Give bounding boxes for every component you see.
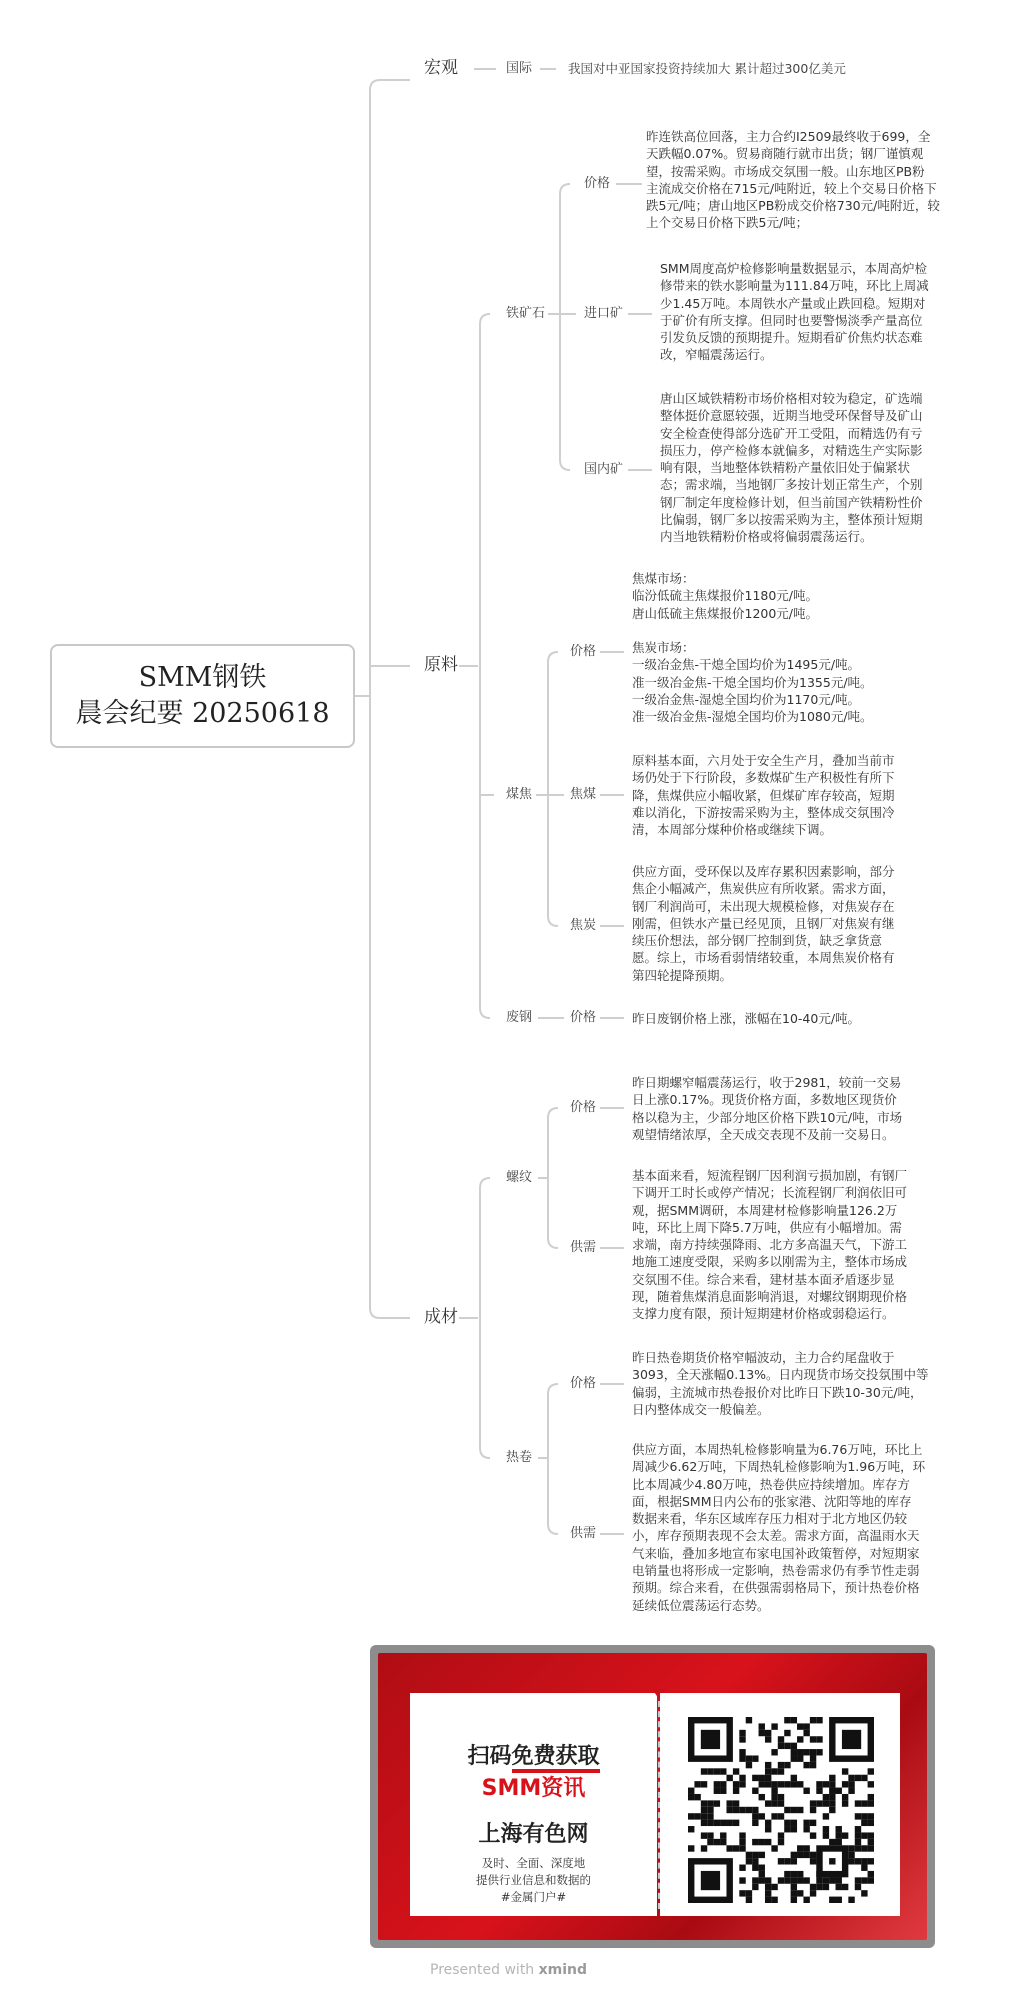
topic-iron-ore[interactable]: 铁矿石 bbox=[506, 306, 546, 321]
promo-description: 及时、全面、深度地 提供行业信息和数据的 #金属门户# bbox=[476, 1856, 591, 1904]
promo-scan-prefix: 扫码 bbox=[467, 1744, 512, 1769]
topic-rebar-price[interactable]: 价格 bbox=[570, 1100, 597, 1115]
root-title-line2: 晨会纪要 20250618 bbox=[75, 698, 330, 729]
root-topic[interactable] bbox=[50, 644, 355, 748]
topic-macro[interactable]: 宏观 bbox=[424, 58, 458, 78]
root-title-line1: SMM钢铁 bbox=[138, 662, 267, 693]
hrc-price-text: 昨日热卷期货价格窄幅波动，主力合约尾盘收于 3093，全天涨幅0.13%。日内现货市场交投氛围中等 偏弱，主流城市热卷报价对比昨日下跌10-30元/吨， 日内整体成交一般偏差。 bbox=[632, 1350, 929, 1417]
topic-hrc-price[interactable]: 价格 bbox=[570, 1376, 597, 1391]
xmind-logo: xmind bbox=[538, 1962, 588, 1978]
promo-qr-card bbox=[660, 1693, 900, 1916]
topic-coke[interactable]: 焦炭 bbox=[570, 918, 597, 933]
topic-imported-ore[interactable]: 进口矿 bbox=[584, 306, 624, 321]
topic-coal-coke[interactable]: 煤焦 bbox=[506, 787, 533, 802]
promo-banner[interactable] bbox=[370, 1645, 935, 1948]
hrc-supply-demand-text: 供应方面，本周热轧检修影响量为6.76万吨，环比上 周减少6.62万吨，下周热轧检修影响为1.96万吨，环 比本周减少4.80万吨，热卷供应持续增加。库存方 面，根据SMM日内公布的张家港、沈阳等地的库存 数据来看，华东区域库存压力相对于北方地区仍较 小，库存预期表现不会太差。需求方面，高温雨水天 气来临，叠加多地宣布家电国补政策暂停，对短期家 电销量也将形成一定影响，热卷需求仍有季节性走弱 预期。综合来看，在供强需弱格局下，预计热卷价格 延续低位震荡运行态势。 bbox=[632, 1442, 926, 1613]
topic-scrap[interactable]: 废钢 bbox=[506, 1010, 533, 1025]
topic-domestic-ore[interactable]: 国内矿 bbox=[584, 462, 624, 477]
promo-text-card bbox=[410, 1693, 657, 1916]
coal-coke-price-text: 焦煤市场： 临汾低硫主焦煤报价1180元/吨。 唐山低硫主焦煤报价1200元/吨。 焦炭市场： 一级冶金焦-干熄全国均价为1495元/吨。 准一级冶金焦-干熄全国均价为1355元/吨。 一级冶金焦-湿熄全国均价为1170元/吨。 准一级冶金焦-湿熄全国均价为1080元/吨。 bbox=[632, 571, 873, 725]
topic-macro-international[interactable]: 国际 bbox=[506, 61, 533, 76]
rebar-price-text: 昨日期螺窄幅震荡运行，收于2981，较前一交易 日上涨0.17%。现货价格方面，多数地区现货价 格以稳为主，少部分地区价格下跌10元/吨，市场 观望情绪浓厚，全天成交表现不及前一交易日。 bbox=[632, 1075, 903, 1142]
scrap-price-text: 昨日废钢价格上涨，涨幅在10-40元/吨。 bbox=[632, 1011, 861, 1026]
footer-prefix: Presented with bbox=[430, 1962, 539, 1978]
coke-text: 供应方面，受环保以及库存累积因素影响，部分 焦企小幅减产，焦炭供应有所收紧。需求方面， 钢厂利润尚可，未出现大规模检修，对焦炭存在 刚需，但铁水产量已经见顶，且钢厂对焦炭有继 续压价想法，部分钢厂控制到货，缺乏拿货意 愿。综上，市场看弱情绪较重，本周焦炭价格有 第四轮提降预期。 bbox=[632, 864, 895, 983]
footer-credit bbox=[430, 1962, 587, 1978]
qr-code-icon[interactable] bbox=[688, 1717, 874, 1903]
topic-scrap-price[interactable]: 价格 bbox=[570, 1010, 597, 1025]
promo-site-name: 上海有色网 bbox=[478, 1822, 589, 1847]
topic-hrc-supply-demand[interactable]: 供需 bbox=[570, 1526, 597, 1541]
iron-ore-price-text: 昨连铁高位回落，主力合约I2509最终收于699，全 天跌幅0.07%。贸易商随行就市出货；钢厂谨慎观 望，按需采购。市场成交氛围一般。山东地区PB粉 主流成交价格在715元/吨附近，较上个交易日价格下 跌5元/吨；唐山地区PB粉成交价格730元/吨附近，较 上个交易日价格下跌5元/吨； bbox=[646, 129, 940, 231]
rebar-supply-demand-text: 基本面来看，短流程钢厂因利润亏损加剧，有钢厂 下调开工时长或停产情况；长流程钢厂利润依旧可 观，据SMM调研，本周建材检修影响量126.2万 吨，环比上周下降5.7万吨，供应有小幅增加。需 求端，南方持续强降雨、北方多高温天气，下游工 地施工速度受限，采购多以刚需为主，整体市场成 交氛围不佳。综合来看，建材基本面矛盾逐步显 现，随着焦煤消息面影响消退，对螺纹钢期现价格 支撑力度有限，预计短期建材价格或弱稳运行。 bbox=[632, 1168, 908, 1322]
ticket-perforation bbox=[658, 1701, 660, 1909]
promo-free-get: 免费获取 bbox=[512, 1744, 600, 1773]
topic-iron-ore-price[interactable]: 价格 bbox=[584, 176, 611, 191]
topic-coal-coke-price[interactable]: 价格 bbox=[570, 644, 597, 659]
topic-finished[interactable]: 成材 bbox=[424, 1307, 458, 1327]
topic-hrc[interactable]: 热卷 bbox=[506, 1450, 533, 1465]
topic-rebar-supply-demand[interactable]: 供需 bbox=[570, 1240, 597, 1255]
macro-news-text: 我国对中亚国家投资持续加大 累计超过300亿美元 bbox=[568, 61, 846, 76]
imported-ore-text: SMM周度高炉检修影响量数据显示，本周高炉检 修带来的铁水影响量为111.84万吨，环比上周减 少1.45万吨。本周铁水产量或止跌回稳。短期对 于矿价有所支撑。但同时也要警惕淡季产量高位 引发负反馈的预期提升。短期看矿价焦灼状态难 改，窄幅震荡运行。 bbox=[660, 261, 929, 363]
promo-brand: SMM资讯 bbox=[481, 1776, 586, 1801]
topic-rebar[interactable]: 螺纹 bbox=[506, 1170, 533, 1185]
topic-coking-coal[interactable]: 焦煤 bbox=[570, 787, 597, 802]
coking-coal-text: 原料基本面，六月处于安全生产月，叠加当前市 场仍处于下行阶段，多数煤矿生产积极性有所下 降，焦煤供应小幅收紧，但煤矿库存较高，短期 难以消化，下游按需采购为主，整体成交氛围冷 清，本周部分煤种价格或继续下调。 bbox=[632, 753, 895, 838]
domestic-ore-text: 唐山区域铁精粉市场价格相对较为稳定，矿选端 整体挺价意愿较强，近期当地受环保督导及矿山 安全检查使得部分选矿开工受阻，而精选仍有亏 损压力，停产检修本就偏多，对精选生产实际影 响有限，当地整体铁精粉产量依旧处于偏紧状 态；需求端，当地钢厂多按计划正常生产，个别 钢厂制定年度检修计划，但当前国产铁精粉性价 比偏弱，钢厂多以按需采购为主，整体预计短期 内当地铁精粉价格或将偏弱震荡运行。 bbox=[660, 391, 923, 545]
topic-raw-materials[interactable]: 原料 bbox=[424, 655, 458, 675]
